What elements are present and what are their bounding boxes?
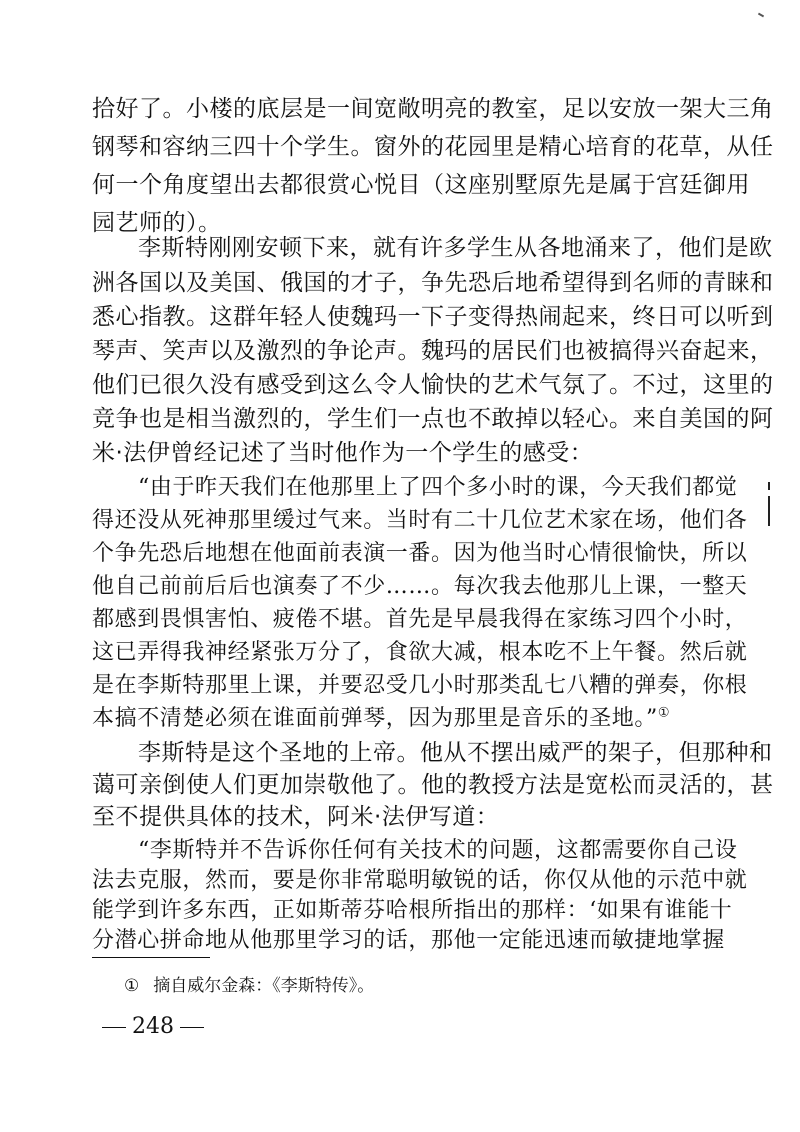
quote-1-line-1: “由于昨天我们在他那里上了四个多小时的课，今天我们都觉 [138,475,738,500]
scan-speck [758,13,764,18]
paragraph-1-line-4: 园艺师的）。 [92,210,222,236]
paragraph-2-line-2: 洲各国以及美国、俄国的才子，争先恐后地希望得到名师的青睐和 [92,270,774,296]
paragraph-3-line-2: 蔼可亲倒使人们更加崇敬他了。他的教授方法是宽松而灵活的，甚 [92,772,774,798]
paragraph-1-line-1: 拾好了。小楼的底层是一间宽敞明亮的教室，足以安放一架大三角 [92,96,774,122]
quote-2-line-3: 能学到许多东西，正如斯蒂芬哈根所指出的那样：‘如果有谁能十 [92,898,733,923]
paragraph-2-line-1: 李斯特刚刚安顿下来，就有许多学生从各地涌来了，他们是欧 [138,235,773,261]
page-number-dash-right [180,1027,204,1028]
footnote-divider [92,957,210,958]
page-number-value: 248 [132,1014,174,1039]
page-number [96,1012,210,1042]
paragraph-2-line-7: 米·法伊曾经记述了当时他作为一个学生的感受： [92,440,594,466]
paragraph-1-line-2: 钢琴和容纳三四十个学生。窗外的花园里是精心培育的花草，从任 [92,134,774,160]
paragraph-2-line-3: 悉心指教。这群年轻人使魏玛一下子变得热闹起来，终日可以听到 [92,304,774,330]
quote-2-line-1: “李斯特并不告诉你任何有关技术的问题，这都需要你自己设 [138,838,738,863]
footnote-text: 摘自威尔金森：《李斯特传》。 [153,976,375,996]
footnote-reference: ① [657,705,671,721]
quote-1-line-6: 这已弄得我神经紧张万分了，食欲大减，根本吃不上午餐。然后就 [92,640,748,665]
footnote-mark: ① [124,976,140,996]
quote-1-line-4: 他自己前前后后也演奏了不少……。每次我去他那儿上课，一整天 [92,574,748,599]
quote-1-line-2: 得还没从死神那里缓过气来。当时有二十几位艺术家在场，他们各 [92,508,748,533]
footnote [124,973,374,999]
quote-2-line-4: 分潜心拼命地从他那里学习的话，那他一定能迅速而敏捷地掌握 [92,928,725,953]
paragraph-3-line-1: 李斯特是这个圣地的上帝。他从不摆出威严的架子，但那种和 [138,740,773,766]
margin-mark [768,496,770,526]
margin-mark [768,482,770,490]
paragraph-3-line-3: 至不提供具体的技术，阿米·法伊写道： [92,804,500,830]
quote-1-line-7: 是在李斯特那里上课，并要忍受几小时那类乱七八糟的弹奏，你根 [92,673,748,698]
quote-1-last-text: 本搞不清楚必须在谁面前弹琴，因为那里是音乐的圣地。” [92,706,658,731]
quote-1-line-3: 个争先恐后地想在他面前表演一番。因为他当时心情很愉快，所以 [92,541,748,566]
paragraph-1-line-3: 何一个角度望出去都很赏心悦目（这座别墅原先是属于宫廷御用 [92,172,750,198]
quote-1-line-5: 都感到畏惧害怕、疲倦不堪。首先是早晨我得在家练习四个小时， [92,607,748,632]
paragraph-2-line-6: 竞争也是相当激烈的，学生们一点也不敢掉以轻心。来自美国的阿 [92,406,774,432]
quote-1-line-8 [92,704,692,734]
paragraph-2-line-5: 他们已很久没有感受到这么令人愉快的艺术气氛了。不过，这里的 [92,372,774,398]
page-number-dash-left [102,1027,126,1028]
quote-2-line-2: 法去克服，然而，要是你非常聪明敏锐的话，你仅从他的示范中就 [92,868,748,893]
paragraph-2-line-4: 琴声、笑声以及激烈的争论声。魏玛的居民们也被搞得兴奋起来， [92,338,774,364]
